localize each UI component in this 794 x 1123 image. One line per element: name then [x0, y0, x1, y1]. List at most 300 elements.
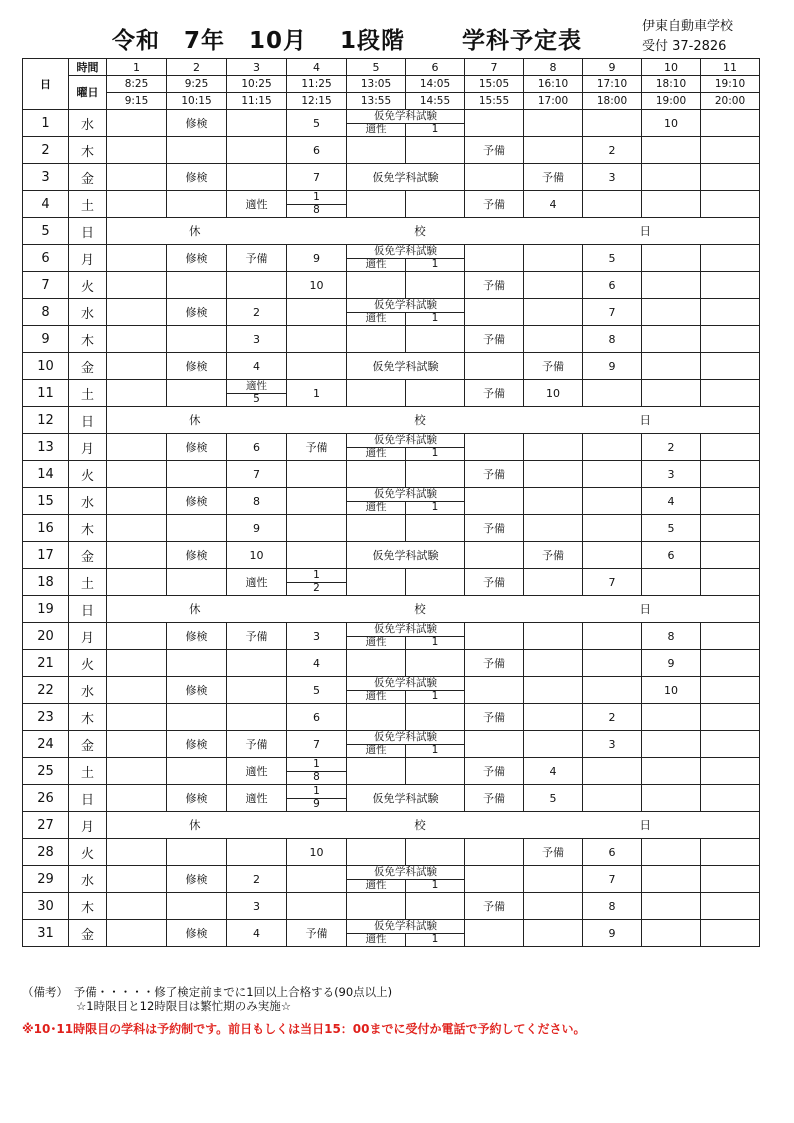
schedule-cell — [701, 731, 760, 758]
schedule-cell: 7 — [227, 461, 287, 488]
period-start-time: 8:25 — [107, 76, 167, 93]
aptitude-label: 適性 — [347, 933, 406, 946]
split-bottom: 8 — [313, 771, 320, 784]
schedule-cell — [465, 920, 524, 947]
schedule-cell — [701, 920, 760, 947]
schedule-cell: 修検 — [167, 353, 227, 380]
schedule-cell: 2 — [642, 434, 701, 461]
period-start-time: 18:10 — [642, 76, 701, 93]
schedule-cell — [167, 461, 227, 488]
holiday-text — [107, 412, 759, 428]
day-number: 5 — [23, 218, 69, 245]
schedule-cell: 10 — [287, 839, 347, 866]
day-number: 21 — [23, 650, 69, 677]
holiday-cell — [107, 218, 760, 245]
day-number: 31 — [23, 920, 69, 947]
schedule-cell: 7 — [287, 164, 347, 191]
schedule-cell — [524, 623, 583, 650]
exam-aptitude-cell — [347, 623, 465, 650]
schedule-cell: 9 — [583, 353, 642, 380]
schedule-cell — [107, 353, 167, 380]
holiday-cell — [107, 596, 760, 623]
provisional-exam-label: 仮免学科試験 — [347, 245, 464, 258]
exam-aptitude-cell — [347, 110, 465, 137]
schedule-row — [23, 407, 760, 434]
holiday-char: 日 — [639, 224, 651, 238]
schedule-cell — [701, 110, 760, 137]
schedule-cell — [701, 893, 760, 920]
schedule-cell — [524, 920, 583, 947]
schedule-cell — [642, 326, 701, 353]
schedule-cell — [287, 326, 347, 353]
split-bottom: 8 — [313, 204, 320, 217]
provisional-exam-cell: 仮免学科試験 — [347, 164, 465, 191]
schedule-cell — [287, 542, 347, 569]
schedule-cell — [701, 461, 760, 488]
schedule-cell — [701, 137, 760, 164]
schedule-cell — [287, 461, 347, 488]
schedule-cell: 修検 — [167, 542, 227, 569]
weekday: 月 — [69, 434, 107, 461]
schedule-row — [23, 191, 760, 218]
schedule-row — [23, 623, 760, 650]
day-number: 14 — [23, 461, 69, 488]
weekday: 月 — [69, 245, 107, 272]
weekday: 月 — [69, 812, 107, 839]
schedule-cell — [107, 272, 167, 299]
schedule-row — [23, 110, 760, 137]
schedule-cell — [583, 650, 642, 677]
day-number: 18 — [23, 569, 69, 596]
schedule-cell — [642, 380, 701, 407]
schedule-row — [23, 137, 760, 164]
schedule-cell: 予備 — [227, 731, 287, 758]
schedule-row — [23, 488, 760, 515]
schedule-cell — [107, 569, 167, 596]
schedule-cell — [167, 704, 227, 731]
schedule-cell: 修検 — [167, 623, 227, 650]
schedule-cell: 予備 — [227, 245, 287, 272]
aptitude-label: 適性 — [347, 744, 406, 757]
day-number: 7 — [23, 272, 69, 299]
schedule-cell — [347, 569, 406, 596]
schedule-cell — [227, 137, 287, 164]
schedule-cell: 8 — [227, 488, 287, 515]
provisional-exam-label: 仮免学科試験 — [347, 623, 464, 636]
schedule-cell — [167, 515, 227, 542]
schedule-cell: 予備 — [227, 623, 287, 650]
aptitude-label: 適性 — [347, 501, 406, 514]
split-bottom: 2 — [313, 582, 320, 595]
schedule-cell — [347, 704, 406, 731]
split-stack — [287, 758, 346, 784]
schedule-cell — [287, 299, 347, 326]
provisional-exam-cell: 仮免学科試験 — [347, 542, 465, 569]
schedule-cell — [406, 758, 465, 785]
provisional-exam-label: 仮免学科試験 — [347, 677, 464, 690]
split-cell — [287, 785, 347, 812]
weekday-label: 曜日 — [69, 76, 107, 110]
schedule-row — [23, 704, 760, 731]
schedule-cell — [524, 893, 583, 920]
schedule-cell — [701, 758, 760, 785]
weekday: 水 — [69, 488, 107, 515]
schedule-cell — [524, 731, 583, 758]
weekday: 金 — [69, 920, 107, 947]
schedule-cell: 予備 — [465, 758, 524, 785]
schedule-cell — [227, 110, 287, 137]
weekday: 金 — [69, 353, 107, 380]
aptitude-label: 適性 — [347, 123, 406, 136]
schedule-cell: 予備 — [465, 704, 524, 731]
schedule-cell — [642, 704, 701, 731]
schedule-cell: 1 — [287, 380, 347, 407]
schedule-cell: 修検 — [167, 785, 227, 812]
day-number: 2 — [23, 137, 69, 164]
period-start-time: 15:05 — [465, 76, 524, 93]
schedule-cell: 3 — [583, 164, 642, 191]
provisional-exam-label: 仮免学科試験 — [347, 434, 464, 447]
schedule-cell — [701, 650, 760, 677]
holiday-char: 校 — [414, 413, 426, 427]
schedule-cell — [701, 164, 760, 191]
schedule-cell — [406, 380, 465, 407]
schedule-cell — [107, 677, 167, 704]
aptitude-number: 1 — [431, 636, 439, 649]
exam-aptitude-grid — [347, 299, 464, 325]
schedule-cell — [465, 245, 524, 272]
holiday-char: 日 — [639, 602, 651, 616]
schedule-cell — [524, 866, 583, 893]
day-number: 10 — [23, 353, 69, 380]
schedule-cell — [642, 758, 701, 785]
schedule-cell — [107, 137, 167, 164]
aptitude-label: 適性 — [347, 879, 406, 892]
schedule-cell — [227, 704, 287, 731]
schedule-cell — [287, 893, 347, 920]
schedule-cell: 予備 — [465, 650, 524, 677]
schedule-row — [23, 326, 760, 353]
day-number: 9 — [23, 326, 69, 353]
schedule-cell — [107, 245, 167, 272]
schedule-cell — [465, 164, 524, 191]
period-end-time: 17:00 — [524, 93, 583, 110]
schedule-cell — [583, 110, 642, 137]
holiday-text — [107, 817, 759, 833]
period-number: 4 — [287, 59, 347, 76]
weekday: 木 — [69, 704, 107, 731]
day-number: 17 — [23, 542, 69, 569]
schedule-cell: 4 — [287, 650, 347, 677]
weekday: 水 — [69, 677, 107, 704]
schedule-cell — [167, 758, 227, 785]
day-number: 28 — [23, 839, 69, 866]
schedule-cell: 予備 — [465, 191, 524, 218]
period-start-time: 11:25 — [287, 76, 347, 93]
period-number: 2 — [167, 59, 227, 76]
schedule-cell: 予備 — [465, 569, 524, 596]
schedule-cell: 5 — [287, 677, 347, 704]
schedule-cell: 予備 — [465, 785, 524, 812]
schedule-cell — [701, 542, 760, 569]
aptitude-number: 1 — [431, 933, 439, 946]
exam-aptitude-grid — [347, 866, 464, 892]
schedule-cell: 8 — [583, 326, 642, 353]
school-name: 伊東自動車学校 — [642, 19, 734, 34]
schedule-cell — [167, 272, 227, 299]
schedule-cell — [642, 785, 701, 812]
day-number: 12 — [23, 407, 69, 434]
aptitude-number: 1 — [431, 258, 439, 271]
schedule-cell — [406, 272, 465, 299]
split-bottom: 5 — [253, 393, 260, 406]
exam-aptitude-grid — [347, 677, 464, 703]
period-start-time: 10:25 — [227, 76, 287, 93]
schedule-cell — [465, 542, 524, 569]
period-number: 9 — [583, 59, 642, 76]
period-number: 10 — [642, 59, 701, 76]
schedule-cell: 予備 — [524, 353, 583, 380]
split-stack — [287, 191, 346, 217]
holiday-text — [107, 223, 759, 239]
schedule-cell — [347, 137, 406, 164]
schedule-cell: 7 — [583, 299, 642, 326]
schedule-cell — [287, 488, 347, 515]
schedule-cell — [642, 272, 701, 299]
schedule-cell — [167, 650, 227, 677]
page-title: 令和 7年 10月 1段階 学科予定表 — [112, 28, 583, 54]
schedule-cell — [701, 839, 760, 866]
period-end-time: 15:55 — [465, 93, 524, 110]
period-number: 7 — [465, 59, 524, 76]
schedule-cell — [701, 785, 760, 812]
schedule-cell — [524, 488, 583, 515]
schedule-cell — [465, 623, 524, 650]
schedule-cell — [406, 569, 465, 596]
schedule-cell: 予備 — [465, 380, 524, 407]
schedule-row — [23, 812, 760, 839]
split-cell — [287, 569, 347, 596]
schedule-cell: 4 — [227, 353, 287, 380]
period-number: 1 — [107, 59, 167, 76]
schedule-row — [23, 569, 760, 596]
schedule-cell: 修検 — [167, 434, 227, 461]
split-stack — [287, 569, 346, 595]
schedule-cell: 予備 — [524, 839, 583, 866]
split-top: 適性 — [227, 380, 286, 394]
day-number: 20 — [23, 623, 69, 650]
schedule-cell — [524, 461, 583, 488]
schedule-cell: 7 — [583, 866, 642, 893]
day-column-header: 日 — [23, 59, 69, 110]
period-number: 11 — [701, 59, 760, 76]
schedule-cell: 5 — [287, 110, 347, 137]
period-start-time: 13:05 — [347, 76, 406, 93]
notes-label: （備考） — [22, 985, 63, 999]
schedule-cell — [406, 839, 465, 866]
schedule-cell: 3 — [583, 731, 642, 758]
weekday: 木 — [69, 515, 107, 542]
schedule-cell — [347, 380, 406, 407]
exam-aptitude-grid — [347, 488, 464, 514]
split-bottom: 9 — [313, 798, 320, 811]
day-number: 11 — [23, 380, 69, 407]
schedule-cell — [701, 245, 760, 272]
schedule-cell — [167, 893, 227, 920]
exam-aptitude-grid — [347, 731, 464, 757]
schedule-cell: 修検 — [167, 677, 227, 704]
holiday-char: 休 — [189, 413, 201, 427]
schedule-cell: 予備 — [524, 542, 583, 569]
schedule-cell — [347, 515, 406, 542]
day-number: 13 — [23, 434, 69, 461]
schedule-cell: 修検 — [167, 731, 227, 758]
schedule-cell — [107, 839, 167, 866]
schedule-cell — [406, 326, 465, 353]
period-number: 8 — [524, 59, 583, 76]
day-number: 16 — [23, 515, 69, 542]
schedule-row — [23, 461, 760, 488]
schedule-cell — [583, 623, 642, 650]
schedule-cell — [227, 272, 287, 299]
schedule-cell — [107, 866, 167, 893]
schedule-cell — [406, 461, 465, 488]
schedule-cell — [701, 191, 760, 218]
schedule-cell: 7 — [287, 731, 347, 758]
schedule-cell — [524, 434, 583, 461]
aptitude-label: 適性 — [347, 447, 406, 460]
schedule-cell: 予備 — [465, 137, 524, 164]
holiday-char: 日 — [639, 818, 651, 832]
schedule-cell: 適性 — [227, 758, 287, 785]
schedule-cell — [107, 380, 167, 407]
schedule-cell — [524, 110, 583, 137]
split-cell — [287, 758, 347, 785]
schedule-cell — [524, 569, 583, 596]
schedule-cell — [347, 758, 406, 785]
schedule-cell: 適性 — [227, 569, 287, 596]
schedule-cell: 6 — [583, 839, 642, 866]
schedule-cell: 9 — [583, 920, 642, 947]
exam-aptitude-cell — [347, 245, 465, 272]
day-number: 25 — [23, 758, 69, 785]
weekday: 水 — [69, 299, 107, 326]
period-end-time: 11:15 — [227, 93, 287, 110]
weekday: 金 — [69, 542, 107, 569]
schedule-cell — [107, 623, 167, 650]
schedule-cell — [583, 785, 642, 812]
schedule-cell — [107, 299, 167, 326]
schedule-cell: 4 — [524, 758, 583, 785]
provisional-exam-label: 仮免学科試験 — [347, 920, 464, 933]
schedule-cell: 7 — [583, 569, 642, 596]
schedule-cell — [642, 164, 701, 191]
schedule-row — [23, 164, 760, 191]
schedule-cell — [642, 731, 701, 758]
schedule-cell: 10 — [524, 380, 583, 407]
weekday: 火 — [69, 839, 107, 866]
split-top: 1 — [287, 191, 346, 205]
schedule-cell — [107, 326, 167, 353]
schedule-cell — [167, 137, 227, 164]
schedule-cell — [701, 488, 760, 515]
schedule-cell — [524, 272, 583, 299]
schedule-cell: 修検 — [167, 164, 227, 191]
schedule-row — [23, 893, 760, 920]
schedule-cell: 予備 — [465, 515, 524, 542]
schedule-cell — [227, 164, 287, 191]
day-number: 1 — [23, 110, 69, 137]
schedule-row — [23, 272, 760, 299]
period-start-time: 9:25 — [167, 76, 227, 93]
period-end-time: 12:15 — [287, 93, 347, 110]
schedule-cell: 6 — [287, 704, 347, 731]
holiday-char: 休 — [189, 224, 201, 238]
schedule-cell — [524, 650, 583, 677]
schedule-row — [23, 650, 760, 677]
schedule-cell — [107, 920, 167, 947]
weekday: 日 — [69, 407, 107, 434]
schedule-cell — [107, 488, 167, 515]
schedule-cell: 適性 — [227, 785, 287, 812]
exam-aptitude-cell — [347, 488, 465, 515]
split-top: 1 — [287, 785, 346, 799]
schedule-cell: 3 — [287, 623, 347, 650]
split-top: 1 — [287, 569, 346, 583]
aptitude-label: 適性 — [347, 258, 406, 271]
schedule-row — [23, 731, 760, 758]
schedule-cell — [287, 515, 347, 542]
schedule-cell: 予備 — [465, 326, 524, 353]
aptitude-label: 適性 — [347, 636, 406, 649]
schedule-cell: 2 — [583, 137, 642, 164]
schedule-cell: 修検 — [167, 245, 227, 272]
schedule-cell: 修検 — [167, 920, 227, 947]
schedule-cell: 3 — [227, 326, 287, 353]
schedule-row — [23, 353, 760, 380]
day-number: 8 — [23, 299, 69, 326]
schedule-cell: 修検 — [167, 299, 227, 326]
schedule-cell — [583, 434, 642, 461]
schedule-cell — [465, 677, 524, 704]
schedule-cell — [107, 650, 167, 677]
weekday: 木 — [69, 137, 107, 164]
schedule-cell: 9 — [642, 650, 701, 677]
schedule-cell — [347, 272, 406, 299]
day-number: 24 — [23, 731, 69, 758]
period-end-time: 14:55 — [406, 93, 465, 110]
schedule-cell: 6 — [287, 137, 347, 164]
exam-aptitude-grid — [347, 434, 464, 460]
holiday-cell — [107, 812, 760, 839]
schedule-cell — [524, 299, 583, 326]
split-stack — [227, 380, 286, 406]
reception-phone: 受付 37-2826 — [642, 39, 727, 54]
schedule-cell — [107, 461, 167, 488]
schedule-cell — [107, 704, 167, 731]
schedule-cell — [406, 137, 465, 164]
schedule-cell — [583, 542, 642, 569]
schedule-cell: 予備 — [465, 893, 524, 920]
holiday-cell — [107, 407, 760, 434]
provisional-exam-cell: 仮免学科試験 — [347, 353, 465, 380]
exam-aptitude-cell — [347, 866, 465, 893]
period-end-time: 9:15 — [107, 93, 167, 110]
exam-aptitude-cell — [347, 677, 465, 704]
schedule-cell — [287, 353, 347, 380]
day-number: 15 — [23, 488, 69, 515]
schedule-cell — [347, 326, 406, 353]
